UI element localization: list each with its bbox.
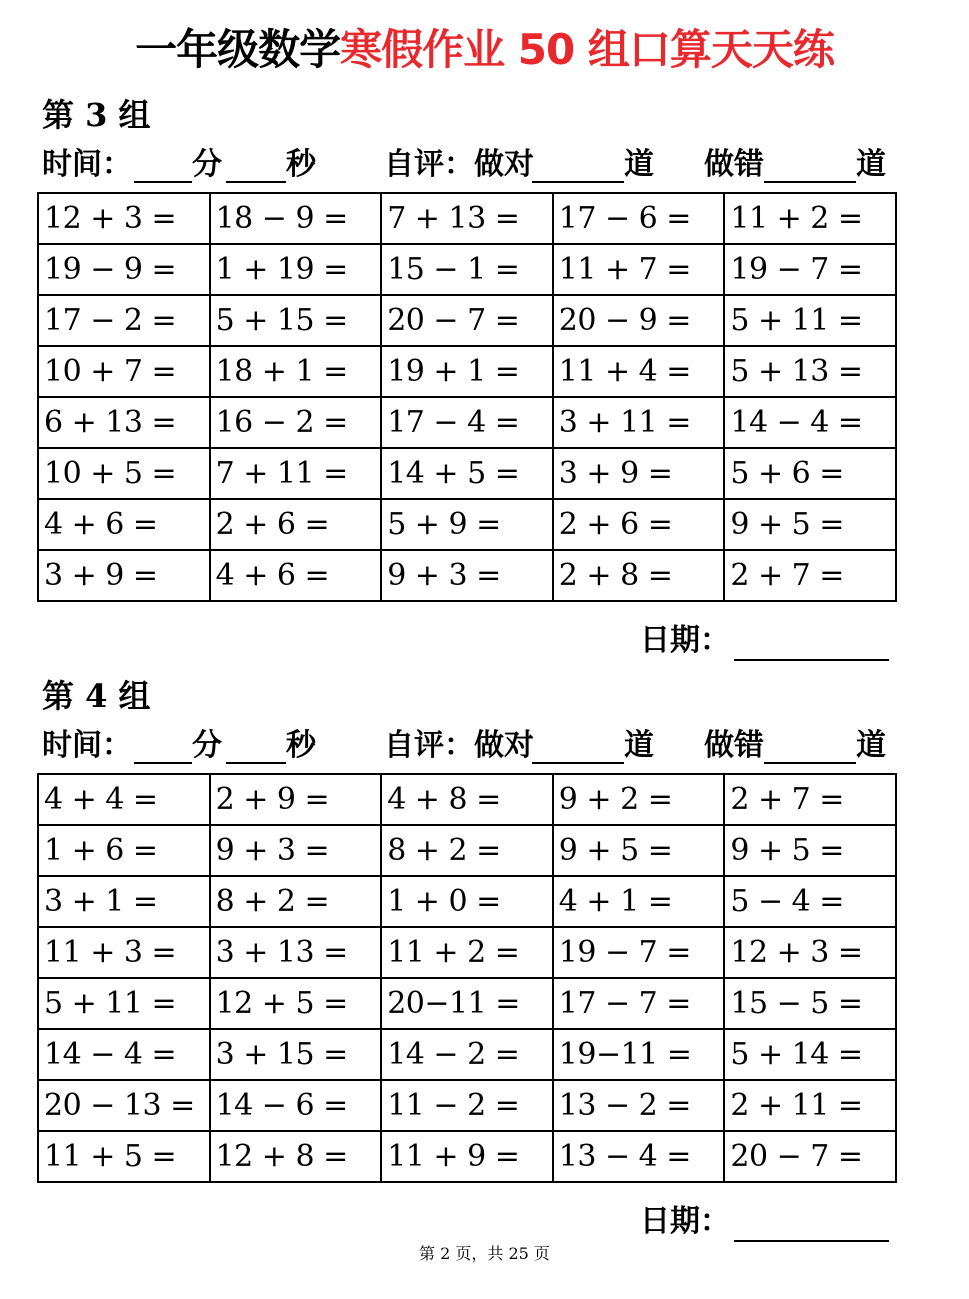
- problem-cell: 11 + 2 =: [381, 927, 553, 978]
- problem-row: [38, 346, 896, 397]
- problem-cell: 2 + 9 =: [210, 774, 382, 825]
- wrong-count-blank[interactable]: [764, 181, 856, 183]
- problem-cell: 17 − 2 =: [38, 295, 210, 346]
- title-part-black: 一年级数学: [135, 25, 341, 74]
- problem-row: [38, 499, 896, 550]
- problem-cell: 12 + 8 =: [210, 1131, 382, 1182]
- correct-count-blank[interactable]: [532, 762, 624, 764]
- time-label: 时间：: [42, 728, 132, 763]
- problem-cell: 12 + 5 =: [210, 978, 382, 1029]
- self-eval-label: 自评：做对: [384, 728, 534, 763]
- problem-cell: 19 − 7 =: [724, 244, 896, 295]
- problem-cell: 4 + 6 =: [38, 499, 210, 550]
- problem-cell: 9 + 5 =: [724, 825, 896, 876]
- problem-cell: 11 + 2 =: [724, 193, 896, 244]
- problem-cell: 12 + 3 =: [724, 927, 896, 978]
- date-blank[interactable]: [734, 659, 889, 661]
- problem-row: [38, 448, 896, 499]
- problem-cell: 2 + 6 =: [553, 499, 725, 550]
- problem-cell: 14 − 4 =: [724, 397, 896, 448]
- problem-cell: 5 + 11 =: [724, 295, 896, 346]
- problem-cell: 5 + 14 =: [724, 1029, 896, 1080]
- problem-cell: 3 + 13 =: [210, 927, 382, 978]
- problem-row: [38, 193, 896, 244]
- problem-cell: 17 − 7 =: [553, 978, 725, 1029]
- problem-row: [38, 1080, 896, 1131]
- problem-cell: 3 + 9 =: [38, 550, 210, 601]
- problem-cell: 4 + 1 =: [553, 876, 725, 927]
- problem-cell: 9 + 5 =: [553, 825, 725, 876]
- problem-row: [38, 397, 896, 448]
- problem-cell: 2 + 6 =: [210, 499, 382, 550]
- problem-cell: 12 + 3 =: [38, 193, 210, 244]
- minute-label: 分: [192, 728, 222, 763]
- problem-cell: 3 + 15 =: [210, 1029, 382, 1080]
- problem-cell: 16 − 2 =: [210, 397, 382, 448]
- problem-cell: 20 − 7 =: [724, 1131, 896, 1182]
- problem-cell: 11 + 9 =: [381, 1131, 553, 1182]
- problem-cell: 9 + 2 =: [553, 774, 725, 825]
- problem-cell: 17 − 4 =: [381, 397, 553, 448]
- problem-cell: 20 − 13 =: [38, 1080, 210, 1131]
- problem-cell: 5 + 6 =: [724, 448, 896, 499]
- problem-grid-body: [38, 774, 896, 1182]
- problem-cell: 5 − 4 =: [724, 876, 896, 927]
- problem-row: [38, 876, 896, 927]
- problem-cell: 20 − 9 =: [553, 295, 725, 346]
- problem-row: [38, 550, 896, 601]
- group-label: 第 3 组: [42, 96, 151, 134]
- self-eval-label: 自评：做对: [384, 147, 534, 182]
- minutes-blank[interactable]: [134, 762, 192, 764]
- score-info-row: [42, 726, 902, 766]
- problem-cell: 9 + 3 =: [381, 550, 553, 601]
- second-label: 秒: [286, 728, 316, 763]
- problem-cell: 2 + 11 =: [724, 1080, 896, 1131]
- problem-cell: 18 − 9 =: [210, 193, 382, 244]
- score-info-row: [42, 145, 902, 185]
- dao-label: 道: [856, 147, 886, 182]
- problem-cell: 3 + 1 =: [38, 876, 210, 927]
- second-label: 秒: [286, 147, 316, 182]
- problem-cell: 20 − 7 =: [381, 295, 553, 346]
- problem-cell: 2 + 7 =: [724, 774, 896, 825]
- problem-cell: 2 + 7 =: [724, 550, 896, 601]
- minute-label: 分: [192, 147, 222, 182]
- dao-label: 道: [624, 728, 654, 763]
- problem-cell: 17 − 6 =: [553, 193, 725, 244]
- wrong-count-blank[interactable]: [764, 762, 856, 764]
- problem-cell: 5 + 13 =: [724, 346, 896, 397]
- date-row: [640, 621, 900, 661]
- page-title: [0, 22, 969, 78]
- minutes-blank[interactable]: [134, 181, 192, 183]
- problem-cell: 5 + 11 =: [38, 978, 210, 1029]
- problem-cell: 3 + 9 =: [553, 448, 725, 499]
- page-footer: 第 2 页，共 25 页: [419, 1244, 550, 1263]
- problem-row: [38, 978, 896, 1029]
- time-label: 时间：: [42, 147, 132, 182]
- problem-cell: 13 − 2 =: [553, 1080, 725, 1131]
- problem-cell: 19−11 =: [553, 1029, 725, 1080]
- problem-cell: 20−11 =: [381, 978, 553, 1029]
- problem-cell: 11 + 4 =: [553, 346, 725, 397]
- problem-cell: 11 + 3 =: [38, 927, 210, 978]
- problem-cell: 4 + 8 =: [381, 774, 553, 825]
- problem-grid-body: [38, 193, 896, 601]
- wrong-label: 做错: [704, 147, 764, 182]
- problem-cell: 4 + 4 =: [38, 774, 210, 825]
- problem-cell: 2 + 8 =: [553, 550, 725, 601]
- problem-cell: 19 − 7 =: [553, 927, 725, 978]
- problem-cell: 9 + 3 =: [210, 825, 382, 876]
- correct-count-blank[interactable]: [532, 181, 624, 183]
- problem-cell: 13 − 4 =: [553, 1131, 725, 1182]
- problem-cell: 14 − 4 =: [38, 1029, 210, 1080]
- date-label: 日期：: [640, 623, 730, 658]
- problem-cell: 7 + 13 =: [381, 193, 553, 244]
- problem-row: [38, 1029, 896, 1080]
- problem-cell: 1 + 0 =: [381, 876, 553, 927]
- problem-cell: 8 + 2 =: [210, 876, 382, 927]
- problem-cell: 15 − 1 =: [381, 244, 553, 295]
- seconds-blank[interactable]: [226, 762, 286, 764]
- problem-cell: 19 + 1 =: [381, 346, 553, 397]
- problem-row: [38, 244, 896, 295]
- problem-cell: 7 + 11 =: [210, 448, 382, 499]
- problem-cell: 1 + 19 =: [210, 244, 382, 295]
- problem-cell: 18 + 1 =: [210, 346, 382, 397]
- problem-cell: 14 + 5 =: [381, 448, 553, 499]
- problem-cell: 10 + 7 =: [38, 346, 210, 397]
- problem-cell: 3 + 11 =: [553, 397, 725, 448]
- problem-cell: 8 + 2 =: [381, 825, 553, 876]
- problem-cell: 10 + 5 =: [38, 448, 210, 499]
- problem-cell: 14 − 6 =: [210, 1080, 382, 1131]
- title-part-red: 寒假作业 50 组口算天天练: [340, 25, 834, 74]
- problem-cell: 1 + 6 =: [38, 825, 210, 876]
- problem-cell: 9 + 5 =: [724, 499, 896, 550]
- group-label: 第 4 组: [42, 677, 151, 715]
- dao-label: 道: [856, 728, 886, 763]
- problem-row: [38, 774, 896, 825]
- problem-row: [38, 1131, 896, 1182]
- date-row: [640, 1202, 900, 1242]
- problem-cell: 14 − 2 =: [381, 1029, 553, 1080]
- problem-cell: 6 + 13 =: [38, 397, 210, 448]
- wrong-label: 做错: [704, 728, 764, 763]
- problem-cell: 5 + 15 =: [210, 295, 382, 346]
- problem-cell: 15 − 5 =: [724, 978, 896, 1029]
- problem-row: [38, 927, 896, 978]
- problem-cell: 4 + 6 =: [210, 550, 382, 601]
- problem-grid: [37, 773, 897, 1183]
- problem-cell: 19 − 9 =: [38, 244, 210, 295]
- problem-cell: 11 − 2 =: [381, 1080, 553, 1131]
- problem-row: [38, 825, 896, 876]
- problem-row: [38, 295, 896, 346]
- problem-cell: 11 + 7 =: [553, 244, 725, 295]
- seconds-blank[interactable]: [226, 181, 286, 183]
- problem-grid: [37, 192, 897, 602]
- date-label: 日期：: [640, 1204, 730, 1239]
- problem-cell: 5 + 9 =: [381, 499, 553, 550]
- dao-label: 道: [624, 147, 654, 182]
- problem-cell: 11 + 5 =: [38, 1131, 210, 1182]
